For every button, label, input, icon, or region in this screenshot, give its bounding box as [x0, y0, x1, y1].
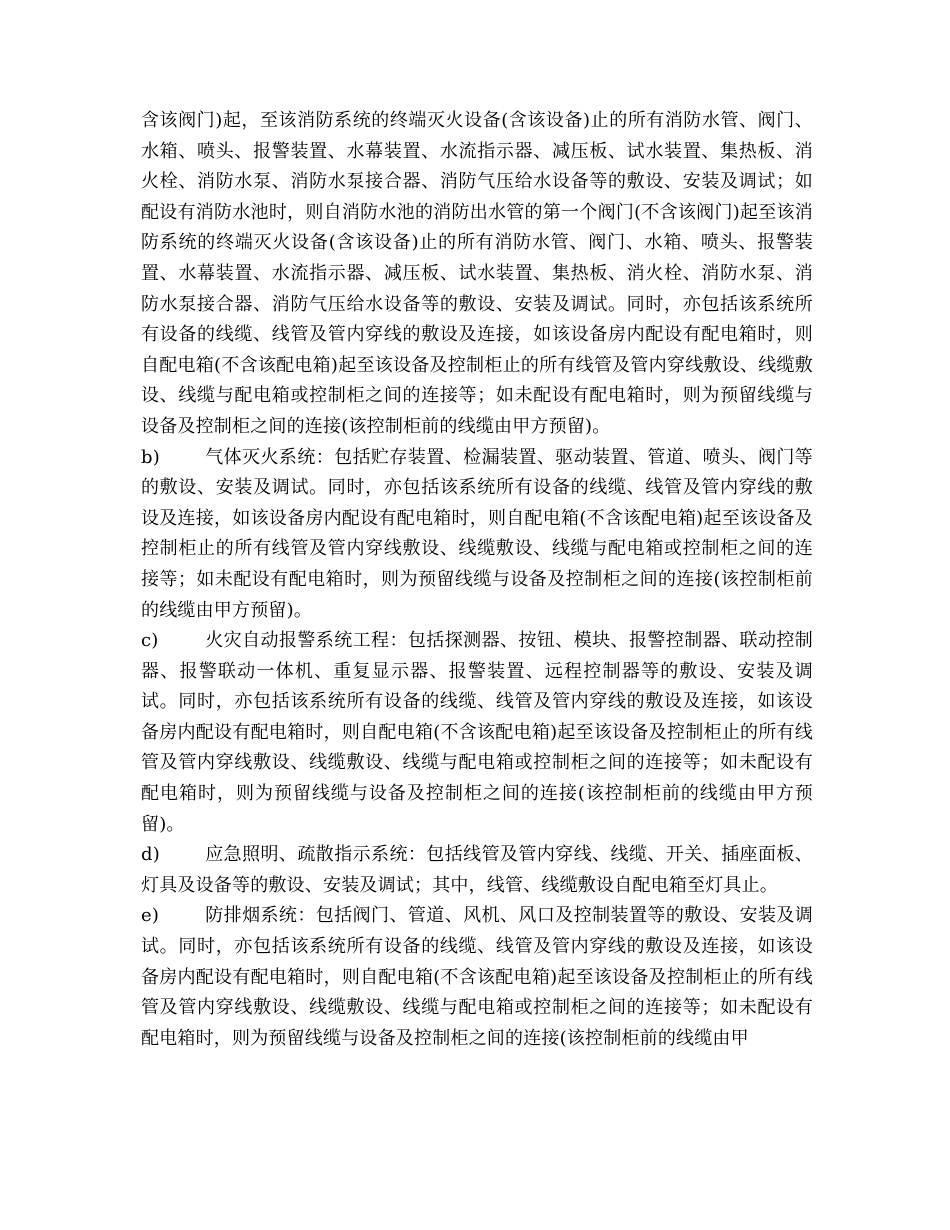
list-marker-e: e): [141, 905, 160, 927]
list-item-b: [141, 443, 813, 627]
document-body: [141, 106, 813, 1054]
list-marker-b: b): [141, 446, 160, 468]
intro-paragraph: 含该阀门)起，至该消防系统的终端灭火设备(含该设备)止的所有消防水管、阀门、水箱、喷头、报警装置、水幕装置、水流指示器、减压板、试水装置、集热板、消火栓、消防水泵、消防水泵接合器、消防气压给水设备等的敷设、安装及调试；如配设有消防水池时，则自消防水池的消防出水管的第一个阀门(不含该阀门)起至该消防系统的终端灭火设备(含该设备)止的所有消防水管、阀门、水箱、喷头、报警装置、水幕装置、水流指示器、减压板、试水装置、集热板、消火栓、消防水泵、消防水泵接合器、消防气压给水设备等的敷设、安装及调试。同时，亦包括该系统所有设备的线缆、线管及管内穿线的敷设及连接，如该设备房内配设有配电箱时，则自配电箱(不含该配电箱)起至该设备及控制柜止的所有线管及管内穿线敷设、线缆敷设、线缆与配电箱或控制柜之间的连接等；如未配设有配电箱时，则为预留线缆与设备及控制柜之间的连接(该控制柜前的线缆由甲方预留)。: [141, 110, 813, 437]
list-text-e: 防排烟系统：包括阀门、管道、风机、风口及控制装置等的敷设、安装及调试。同时，亦包括该系统所有设备的线缆、线管及管内穿线的敷设及连接，如该设备房内配设有配电箱时，则自配电箱(不含该配电箱)起至该设备及控制柜止的所有线管及管内穿线敷设、线缆敷设、线缆与配电箱或控制柜之间的连接等；如未配设有配电箱时，则为预留线缆与设备及控制柜之间的连接(该控制柜前的线缆由甲: [141, 905, 813, 1049]
list-text-d: 应急照明、疏散指示系统：包括线管及管内穿线、线缆、开关、插座面板、灯具及设备等的敷设、安装及调试；其中，线管、线缆敷设自配电箱至灯具止。: [141, 844, 813, 896]
list-item-e: [141, 901, 813, 1054]
list-item-d: [141, 840, 813, 901]
list-marker-c: c): [141, 630, 159, 652]
list-text-b: 气体灭火系统：包括贮存装置、检漏装置、驱动装置、管道、喷头、阀门等的敷设、安装及调试。同时，亦包括该系统所有设备的线缆、线管及管内穿线的敷设及连接，如该设备房内配设有配电箱时，则自配电箱(不含该配电箱)起至该设备及控制柜止的所有线管及管内穿线敷设、线缆敷设、线缆与配电箱或控制柜之间的连接等；如未配设有配电箱时，则为预留线缆与设备及控制柜之间的连接(该控制柜前的线缆由甲方预留)。: [141, 446, 813, 621]
list-marker-d: d): [141, 844, 160, 866]
list-text-c: 火灾自动报警系统工程：包括探测器、按钮、模块、报警控制器、联动控制器、报警联动一体机、重复显示器、报警装置、远程控制器等的敷设、安装及调试。同时，亦包括该系统所有设备的线缆、线管及管内穿线的敷设及连接，如该设备房内配设有配电箱时，则自配电箱(不含该配电箱)起至该设备及控制柜止的所有线管及管内穿线敷设、线缆敷设、线缆与配电箱或控制柜之间的连接等；如未配设有配电箱时，则为预留线缆与设备及控制柜之间的连接(该控制柜前的线缆由甲方预留)。: [141, 630, 813, 835]
list-item-c: [141, 626, 813, 840]
